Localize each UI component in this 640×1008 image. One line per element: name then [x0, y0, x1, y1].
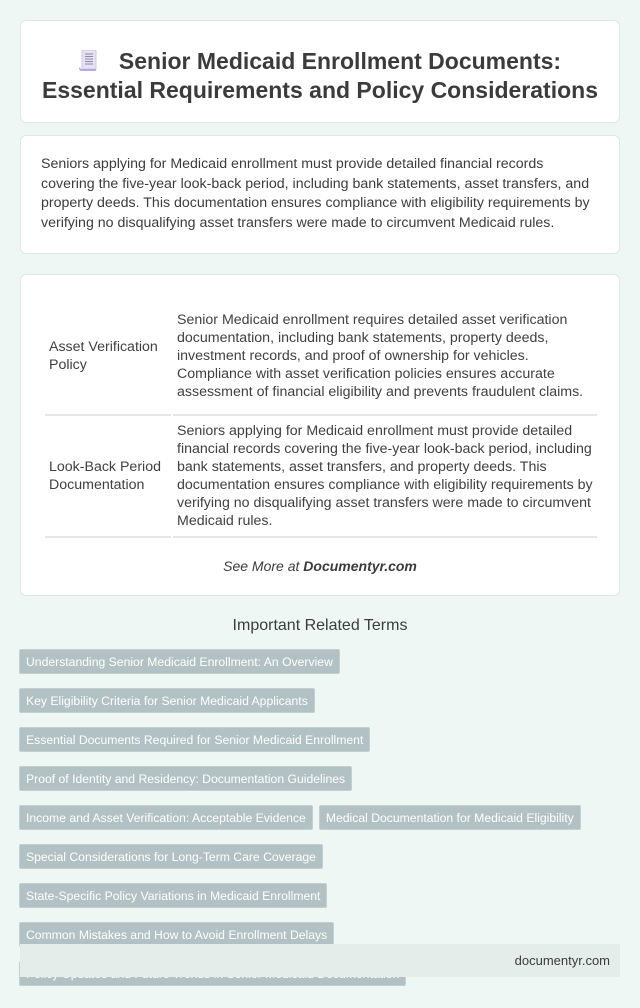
table-row: [45, 416, 597, 538]
related-terms-heading: Important Related Terms: [232, 617, 408, 634]
related-term-tag[interactable]: Key Eligibility Criteria for Senior Medicaid Applicants: [19, 688, 315, 713]
description-cell: Senior Medicaid enrollment requires detailed asset verification documentation, including bank statements, property deeds, investment records, and proof of ownership for vehicles. Compliance with asset verification policies ensures accurate assessment of financial eligibility and prevents fraudulent claims.: [173, 297, 597, 416]
document-scroll-icon: [79, 50, 97, 72]
title-line-1: Senior Medicaid Enrollment Documents:: [118, 48, 562, 74]
related-term-tag[interactable]: Understanding Senior Medicaid Enrollment: An Overview: [19, 649, 340, 674]
related-term-tag[interactable]: Medical Documentation for Medicaid Eligibility: [319, 805, 581, 830]
title-card: [20, 20, 620, 123]
definitions-card: [20, 274, 620, 596]
summary-text: Seniors applying for Medicaid enrollment must provide detailed financial records covering the five-year look-back period, including bank statements, asset transfers, and property deeds. This documentation ensures compliance with eligibility requirements by verifying no disqualifying asset transfers were made to circumvent Medicaid rules.: [41, 156, 590, 231]
related-term-tag[interactable]: Common Mistakes and How to Avoid Enrollment Delays: [19, 922, 334, 947]
term-cell: Look-Back Period Documentation: [45, 416, 171, 538]
definitions-table: [43, 297, 599, 538]
term-cell: Asset Verification Policy: [45, 297, 171, 416]
description-cell: Seniors applying for Medicaid enrollment must provide detailed financial records covering the five-year look-back period, including bank statements, asset transfers, and property deeds. This documentation ensures compliance with eligibility requirements by verifying no disqualifying asset transfers were made to circumvent Medicaid rules.: [173, 416, 597, 538]
footer: [20, 944, 620, 977]
page-title: [21, 47, 619, 105]
related-term-tag[interactable]: Special Considerations for Long-Term Care Coverage: [19, 844, 323, 869]
see-more-line: [21, 558, 619, 574]
related-term-tag[interactable]: Proof of Identity and Residency: Documentation Guidelines: [19, 766, 352, 791]
see-more-link[interactable]: Documentyr.com: [303, 558, 417, 574]
footer-site-link[interactable]: documentyr.com: [514, 953, 610, 968]
related-terms-list: [19, 649, 619, 986]
summary-card: [20, 135, 620, 254]
title-line-2: Essential Requirements and Policy Considerations: [42, 77, 598, 103]
related-term-tag[interactable]: Essential Documents Required for Senior Medicaid Enrollment: [19, 727, 370, 752]
table-row: [45, 297, 597, 416]
related-term-tag[interactable]: Income and Asset Verification: Acceptable Evidence: [19, 805, 313, 830]
see-more-prefix: See More at: [223, 558, 304, 574]
related-term-tag[interactable]: State-Specific Policy Variations in Medicaid Enrollment: [19, 883, 327, 908]
